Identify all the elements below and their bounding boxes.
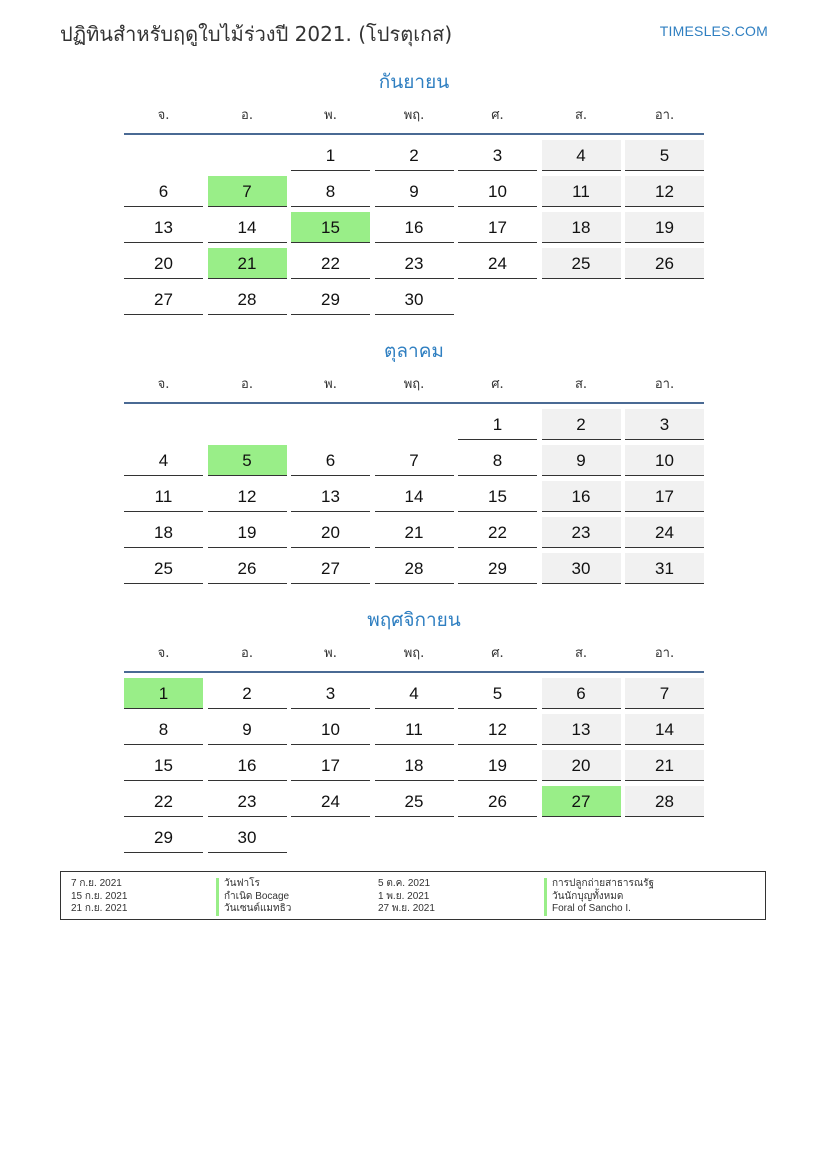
day-cell: 29	[458, 553, 537, 584]
day-cell: 15	[458, 481, 537, 512]
day-cell: 30	[208, 822, 287, 853]
day-cell: 20	[291, 517, 370, 548]
day-cell: 3	[625, 409, 704, 440]
day-cell: 18	[375, 750, 454, 781]
legend-date: 21 ก.ย. 2021	[71, 903, 128, 914]
legend-date: 27 พ.ย. 2021	[378, 903, 435, 914]
day-cell: 18	[542, 212, 621, 243]
weekday-label: อา.	[654, 108, 675, 123]
empty-cell	[124, 409, 203, 440]
legend-holiday-name: วันฟาโร	[216, 878, 291, 891]
day-cell: 14	[375, 481, 454, 512]
day-cell: 14	[208, 212, 287, 243]
day-cell: 25	[375, 786, 454, 817]
day-cell-holiday: 5	[208, 445, 287, 476]
day-cell: 9	[542, 445, 621, 476]
day-cell: 29	[124, 822, 203, 853]
legend-dates-col-1	[71, 878, 127, 916]
day-cell: 13	[542, 714, 621, 745]
weekday-label: ส.	[574, 646, 588, 661]
day-cell: 22	[291, 248, 370, 279]
day-cell: 6	[291, 445, 370, 476]
day-cell-holiday: 27	[542, 786, 621, 817]
day-cell: 1	[458, 409, 537, 440]
day-grid	[124, 409, 704, 584]
weekday-label: พ.	[324, 108, 337, 123]
day-cell: 12	[208, 481, 287, 512]
weekday-label: พ.	[324, 377, 337, 392]
day-cell: 30	[542, 553, 621, 584]
day-cell: 26	[208, 553, 287, 584]
day-cell: 6	[124, 176, 203, 207]
day-cell: 3	[291, 678, 370, 709]
day-cell: 12	[458, 714, 537, 745]
day-cell: 3	[458, 140, 537, 171]
day-cell: 17	[291, 750, 370, 781]
day-cell: 27	[124, 284, 203, 315]
day-cell: 26	[625, 248, 704, 279]
month-block	[124, 606, 704, 853]
day-cell: 11	[375, 714, 454, 745]
holiday-legend	[60, 871, 766, 920]
header-rule	[124, 671, 704, 673]
day-cell-holiday: 15	[291, 212, 370, 243]
day-cell: 26	[458, 786, 537, 817]
weekday-label: จ.	[157, 646, 170, 661]
day-cell: 11	[124, 481, 203, 512]
weekday-label: พฤ.	[403, 646, 425, 661]
day-cell: 27	[291, 553, 370, 584]
legend-dates-col-2	[378, 878, 435, 916]
day-cell: 23	[375, 248, 454, 279]
brand-link[interactable]: TIMESLES.COM	[659, 23, 768, 39]
header-rule	[124, 133, 704, 135]
weekday-label: อ.	[241, 646, 253, 661]
day-cell: 6	[542, 678, 621, 709]
day-cell: 8	[124, 714, 203, 745]
day-cell: 18	[124, 517, 203, 548]
month-name: กันยายน	[378, 71, 450, 93]
legend-date: 7 ก.ย. 2021	[71, 878, 122, 889]
day-cell: 2	[542, 409, 621, 440]
day-cell: 19	[208, 517, 287, 548]
month-block	[124, 68, 704, 315]
weekday-label: จ.	[157, 377, 170, 392]
day-cell: 8	[458, 445, 537, 476]
weekday-label: พฤ.	[403, 108, 425, 123]
day-cell: 17	[625, 481, 704, 512]
day-cell: 11	[542, 176, 621, 207]
day-cell: 5	[625, 140, 704, 171]
day-cell: 24	[625, 517, 704, 548]
empty-cell	[208, 409, 287, 440]
weekday-label: อ.	[241, 377, 253, 392]
day-cell: 7	[375, 445, 454, 476]
weekday-label: อ.	[241, 108, 253, 123]
empty-cell	[375, 409, 454, 440]
day-cell: 23	[542, 517, 621, 548]
day-cell: 20	[124, 248, 203, 279]
day-cell: 25	[542, 248, 621, 279]
weekday-label: จ.	[157, 108, 170, 123]
weekday-label: ส.	[574, 108, 588, 123]
weekday-label: ศ.	[491, 646, 504, 661]
day-cell: 20	[542, 750, 621, 781]
day-cell: 16	[375, 212, 454, 243]
day-cell: 30	[375, 284, 454, 315]
day-cell: 2	[208, 678, 287, 709]
day-cell: 4	[124, 445, 203, 476]
day-cell: 9	[375, 176, 454, 207]
day-cell: 16	[542, 481, 621, 512]
day-cell: 10	[291, 714, 370, 745]
weekday-header	[124, 104, 704, 128]
day-cell: 24	[458, 248, 537, 279]
day-cell-holiday: 21	[208, 248, 287, 279]
day-cell: 1	[291, 140, 370, 171]
day-cell: 9	[208, 714, 287, 745]
day-cell: 13	[124, 212, 203, 243]
day-cell-holiday: 1	[124, 678, 203, 709]
day-cell: 25	[124, 553, 203, 584]
day-cell: 28	[208, 284, 287, 315]
weekday-label: อา.	[654, 646, 675, 661]
legend-date: 5 ต.ค. 2021	[378, 878, 431, 889]
weekday-header	[124, 642, 704, 666]
day-cell: 4	[375, 678, 454, 709]
empty-cell	[124, 140, 203, 171]
day-cell: 24	[291, 786, 370, 817]
day-cell: 23	[208, 786, 287, 817]
weekday-label: ศ.	[491, 377, 504, 392]
day-cell: 19	[458, 750, 537, 781]
weekday-label: ส.	[574, 377, 588, 392]
day-grid	[124, 678, 704, 853]
day-cell: 10	[625, 445, 704, 476]
day-cell: 22	[124, 786, 203, 817]
legend-names-col-2	[544, 878, 654, 916]
day-cell: 21	[625, 750, 704, 781]
day-cell-holiday: 7	[208, 176, 287, 207]
page-title: ปฏิทินสำหรับฤดูใบไม้ร่วงปี 2021. (โปรตุเกส)	[60, 22, 453, 46]
weekday-label: อา.	[654, 377, 675, 392]
day-cell: 31	[625, 553, 704, 584]
month-name: พฤศจิกายน	[367, 609, 461, 631]
day-cell: 28	[375, 553, 454, 584]
day-cell: 15	[124, 750, 203, 781]
weekday-label: ศ.	[491, 108, 504, 123]
weekday-header	[124, 373, 704, 397]
day-cell: 16	[208, 750, 287, 781]
day-cell: 10	[458, 176, 537, 207]
legend-holiday-name: กำเนิด Bocage	[216, 891, 291, 904]
legend-holiday-name: Foral of Sancho I.	[544, 903, 654, 916]
day-cell: 2	[375, 140, 454, 171]
day-cell: 12	[625, 176, 704, 207]
legend-holiday-name: วันนักบุญทั้งหมด	[544, 891, 654, 904]
header-rule	[124, 402, 704, 404]
legend-holiday-name: วันเซนต์แมทธิว	[216, 903, 291, 916]
weekday-label: พ.	[324, 646, 337, 661]
legend-date: 15 ก.ย. 2021	[71, 890, 128, 902]
day-cell: 8	[291, 176, 370, 207]
month-block	[124, 337, 704, 584]
legend-holiday-name: การปลูกถ่ายสาธารณรัฐ	[544, 878, 654, 891]
day-cell: 14	[625, 714, 704, 745]
weekday-label: พฤ.	[403, 377, 425, 392]
day-grid	[124, 140, 704, 315]
day-cell: 13	[291, 481, 370, 512]
day-cell: 22	[458, 517, 537, 548]
day-cell: 28	[625, 786, 704, 817]
day-cell: 5	[458, 678, 537, 709]
month-name: ตุลาคม	[384, 340, 444, 362]
day-cell: 7	[625, 678, 704, 709]
legend-date: 1 พ.ย. 2021	[378, 890, 430, 902]
legend-names-col-1	[216, 878, 291, 916]
empty-cell	[208, 140, 287, 171]
empty-cell	[291, 409, 370, 440]
day-cell: 19	[625, 212, 704, 243]
day-cell: 4	[542, 140, 621, 171]
day-cell: 21	[375, 517, 454, 548]
day-cell: 17	[458, 212, 537, 243]
day-cell: 29	[291, 284, 370, 315]
